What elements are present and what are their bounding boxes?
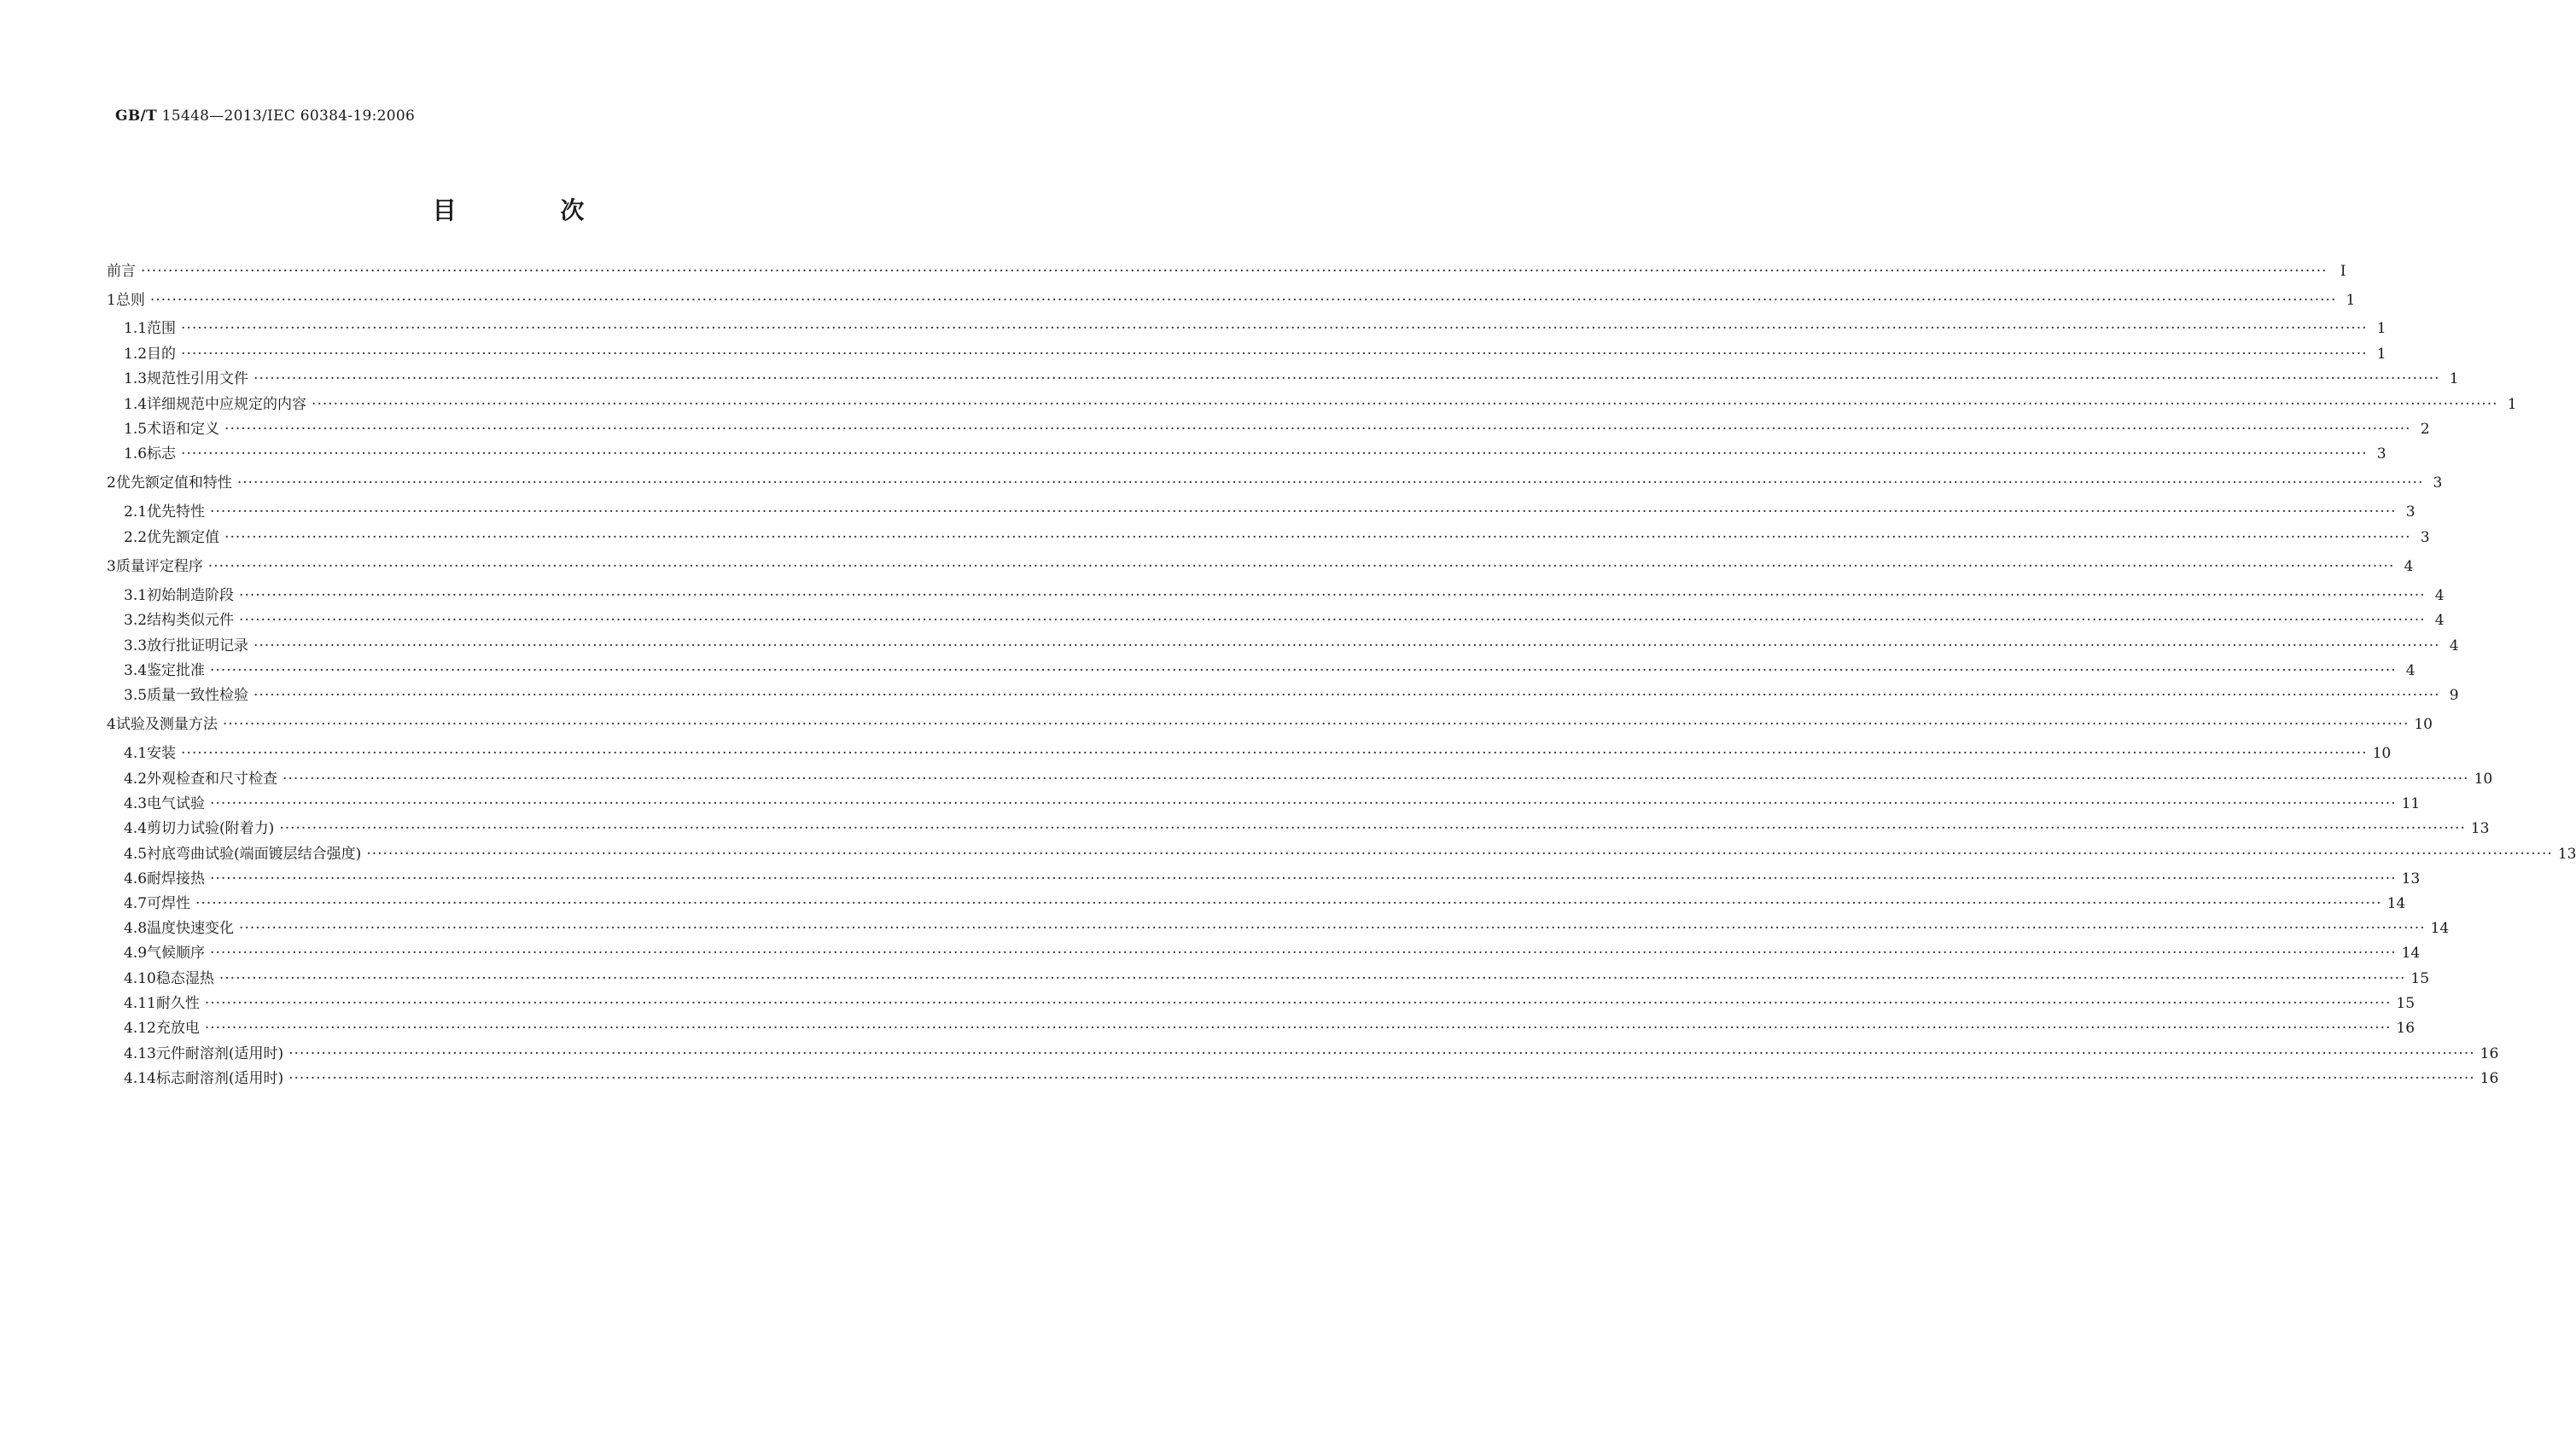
- toc-page-number: 3: [2420, 529, 2430, 546]
- toc-leader-dots: ················································································································································································································································································································································································································: [210, 795, 2397, 812]
- toc-page-number: 16: [2396, 1020, 2416, 1037]
- toc-leader-dots: ················································································································································································································································································································································································································: [254, 687, 2440, 704]
- toc-entry[interactable]: [124, 319, 2387, 338]
- toc-page-number: 4: [2434, 587, 2445, 604]
- toc-entry[interactable]: [107, 262, 2346, 281]
- toc-entry-title: 范围: [147, 320, 177, 337]
- toc-leader-dots: ················································································································································································································································································································································································································: [254, 370, 2440, 387]
- toc-page-number: 4: [2405, 662, 2416, 679]
- toc-entry-number: 1.6: [124, 445, 148, 463]
- toc-entry[interactable]: [124, 944, 2421, 963]
- toc-entry-number: 4.2: [124, 771, 148, 788]
- toc-page-number: 4: [2404, 558, 2414, 575]
- toc-entry[interactable]: [124, 919, 2450, 938]
- toc-entry-title: 气候顺序: [147, 945, 206, 962]
- toc-page-number: 15: [2396, 995, 2416, 1012]
- toc-entry[interactable]: [124, 1044, 2499, 1063]
- toc-entry[interactable]: [124, 586, 2445, 605]
- toc-entry-number: 4.8: [124, 920, 148, 937]
- toc-entry[interactable]: [124, 420, 2430, 439]
- toc-entry-number: 1: [107, 292, 116, 309]
- toc-page-number: Ⅰ: [2340, 263, 2346, 280]
- toc-entry-number: 3.3: [124, 637, 148, 655]
- toc-entry-title: 稳态湿热: [155, 970, 214, 987]
- toc-entry[interactable]: [124, 845, 2576, 864]
- toc-entry-number: 2: [107, 474, 116, 492]
- toc-leader-dots: ················································································································································································································································································································································································································: [204, 1020, 2392, 1037]
- toc-page-number: 3: [2433, 474, 2443, 492]
- document-code-prefix: GB/T: [115, 108, 157, 125]
- toc-entry-title: 鉴定批准: [147, 662, 206, 679]
- toc-entry-number: 4.6: [124, 870, 148, 887]
- toc-entry-number: 4.7: [124, 895, 148, 912]
- toc-entry[interactable]: [124, 369, 2459, 388]
- toc-entry-title: 初始制造阶段: [147, 587, 235, 604]
- toc-entry-number: 4.3: [124, 795, 148, 812]
- toc-page-number: 1: [2346, 292, 2356, 309]
- toc-entry-title: 详细规范中应规定的内容: [147, 396, 307, 413]
- toc-entry-title: 试验及测量方法: [115, 716, 218, 733]
- toc-entry-title: 耐焊接热: [147, 870, 206, 887]
- toc-entry[interactable]: [124, 994, 2416, 1013]
- toc-leader-dots: ················································································································································································································································································································································································································: [288, 1045, 2475, 1062]
- toc-leader-dots: ················································································································································································································································································································································································································: [288, 1070, 2475, 1087]
- toc-entry-title: 剪切力试验(附着力): [147, 820, 275, 837]
- toc-entry-title: 规范性引用文件: [147, 370, 249, 387]
- toc-entry-title: 优先特性: [147, 503, 206, 521]
- toc-leader-dots: ················································································································································································································································································································································································································: [210, 870, 2397, 887]
- toc-leader-dots: ················································································································································································································································································································································································································: [181, 445, 2368, 463]
- toc-entry-number: 3.1: [124, 587, 148, 604]
- toc-entry-number: 3.2: [124, 612, 148, 629]
- toc-entry[interactable]: [124, 870, 2421, 888]
- toc-entry-number: 1.2: [124, 346, 148, 363]
- toc-entry[interactable]: [124, 611, 2445, 630]
- toc-entry-number: 4.12: [124, 1020, 156, 1037]
- toc-leader-dots: ················································································································································································································································································································································································································: [204, 995, 2392, 1012]
- toc-entry-title: 总则: [115, 292, 145, 309]
- toc-leader-dots: ················································································································································································································································································································································································································: [141, 263, 2328, 280]
- toc-page-number: 13: [2401, 870, 2421, 887]
- toc-entry[interactable]: [124, 445, 2387, 463]
- toc-entry[interactable]: [107, 715, 2433, 734]
- toc-page-number: 3: [2376, 445, 2387, 463]
- toc-page-number: 3: [2405, 503, 2416, 521]
- toc-entry-number: 4.9: [124, 945, 148, 962]
- toc-entry[interactable]: [124, 686, 2459, 705]
- toc-entry-title: 优先额定值和特性: [115, 474, 232, 492]
- toc-entry-number: 2.2: [124, 529, 148, 546]
- toc-entry-title: 优先额定值: [147, 529, 220, 546]
- toc-leader-dots: ················································································································································································································································································································································································································: [224, 421, 2411, 438]
- toc-entry-number: 4.5: [124, 846, 148, 863]
- toc-entry[interactable]: [124, 819, 2490, 838]
- toc-entry-number: 3: [107, 558, 116, 575]
- toc-entry-title: 质量一致性检验: [147, 687, 249, 704]
- toc-entry[interactable]: [124, 794, 2421, 813]
- toc-entry-number: 1.4: [124, 396, 148, 413]
- toc-entry[interactable]: [124, 1069, 2499, 1088]
- toc-entry-number: 3.4: [124, 662, 148, 679]
- toc-page-number: 1: [2449, 370, 2459, 387]
- toc-entry[interactable]: [124, 345, 2387, 364]
- toc-entry-title: 结构类似元件: [147, 612, 235, 629]
- page-title: 目 次: [432, 196, 632, 224]
- toc-entry-title: 温度快速变化: [147, 920, 235, 937]
- toc-leader-dots: ················································································································································································································································································································································································································: [224, 529, 2411, 546]
- toc-entry-title: 耐久性: [155, 995, 200, 1012]
- toc-page-number: 16: [2480, 1070, 2499, 1087]
- toc-entry-title: 安装: [147, 745, 177, 762]
- toc-entry-number: 4.1: [124, 745, 148, 762]
- toc-entry-number: 4.10: [124, 970, 156, 987]
- toc-page-number: 16: [2480, 1045, 2499, 1062]
- toc-entry-title: 标志耐溶剂(适用时): [155, 1070, 284, 1087]
- toc-entry-number: 4.13: [124, 1045, 156, 1062]
- toc-entry[interactable]: [124, 1019, 2416, 1038]
- toc-entry-number: 4.14: [124, 1070, 156, 1087]
- toc-entry-number: 1.5: [124, 421, 148, 438]
- toc-leader-dots: ················································································································································································································································································································································································································: [181, 346, 2368, 363]
- toc-entry-title: 元件耐溶剂(适用时): [155, 1045, 284, 1062]
- toc-page-number: 10: [2414, 716, 2433, 733]
- toc-page-number: 1: [2376, 320, 2387, 337]
- toc-page-number: 1: [2507, 396, 2517, 413]
- toc-page-number: 4: [2434, 612, 2445, 629]
- toc-page-number: 15: [2410, 970, 2430, 987]
- toc-leader-dots: ················································································································································································································································································································································································································: [279, 820, 2466, 837]
- toc-leader-dots: ················································································································································································································································································································································································································: [210, 945, 2397, 962]
- toc-page-number: 10: [2474, 771, 2493, 788]
- toc-leader-dots: ················································································································································································································································································································································································································: [236, 474, 2424, 492]
- toc-entry[interactable]: [107, 291, 2356, 310]
- toc-entry[interactable]: [124, 661, 2416, 680]
- toc-page-number: 14: [2430, 920, 2450, 937]
- toc-entry-number: 4: [107, 716, 116, 733]
- toc-entry[interactable]: [124, 395, 2517, 414]
- toc-leader-dots: ················································································································································································································································································································································································································: [239, 612, 2426, 629]
- document-code-number: 15448—2013/IEC 60384-19:2006: [161, 108, 416, 125]
- toc-entry-title: 衬底弯曲试验(端面镀层结合强度): [147, 846, 362, 863]
- toc-leader-dots: ················································································································································································································································································································································································································: [254, 637, 2440, 655]
- toc-leader-dots: ················································································································································································································································································································································································································: [312, 396, 2498, 413]
- toc-leader-dots: ················································································································································································································································································································································································································: [181, 745, 2368, 762]
- toc-entry-title: 可焊性: [147, 895, 191, 912]
- toc-entry-title: 质量评定程序: [115, 558, 203, 575]
- toc-page-number: 14: [2387, 895, 2406, 912]
- toc-page-number: 10: [2372, 745, 2392, 762]
- toc-entry-number: 1.1: [124, 320, 148, 337]
- toc-entry[interactable]: [124, 744, 2392, 763]
- toc-entry[interactable]: [124, 770, 2493, 788]
- toc-page-number: 9: [2449, 687, 2459, 704]
- toc-entry-number: 4.11: [124, 995, 156, 1012]
- toc-entry-title: 放行批证明记录: [147, 637, 249, 655]
- toc-entry-number: 3.5: [124, 687, 148, 704]
- toc-page-number: 13: [2470, 820, 2490, 837]
- toc-page-number: 11: [2401, 795, 2421, 812]
- toc-leader-dots: ················································································································································································································································································································································································································: [195, 895, 2382, 912]
- toc-page-number: 4: [2449, 637, 2459, 655]
- toc-leader-dots: ················································································································································································································································································································································································································: [219, 970, 2406, 987]
- toc-entry-title: 前言: [107, 263, 136, 280]
- toc-entry[interactable]: [124, 503, 2416, 521]
- toc-entry-number: 4.4: [124, 820, 148, 837]
- toc-entry-title: 标志: [147, 445, 177, 463]
- toc-page-number: 13: [2557, 846, 2576, 863]
- toc-leader-dots: ················································································································································································································································································································································································································: [239, 587, 2426, 604]
- toc-entry[interactable]: [124, 894, 2406, 913]
- toc-leader-dots: ················································································································································································································································································································································································································: [210, 503, 2397, 521]
- toc-entry[interactable]: [107, 557, 2414, 576]
- toc-page-number: 1: [2376, 346, 2387, 363]
- toc-leader-dots: ················································································································································································································································································································································································································: [149, 292, 2337, 309]
- toc-entry-number: 1.3: [124, 370, 148, 387]
- toc-page-number: 2: [2420, 421, 2430, 438]
- toc-leader-dots: ················································································································································································································································································································································································································: [366, 846, 2553, 863]
- toc-entry-title: 术语和定义: [147, 421, 220, 438]
- toc-leader-dots: ················································································································································································································································································································································································································: [239, 920, 2426, 937]
- toc-leader-dots: ················································································································································································································································································································································································································: [222, 716, 2410, 733]
- toc-leader-dots: ················································································································································································································································································································································································································: [207, 558, 2395, 575]
- toc-entry-title: 目的: [147, 346, 177, 363]
- toc-entry-title: 外观检查和尺寸检查: [147, 771, 278, 788]
- toc-leader-dots: ················································································································································································································································································································································································································: [210, 662, 2397, 679]
- toc-page-number: 14: [2401, 945, 2421, 962]
- toc-entry[interactable]: [124, 528, 2430, 547]
- toc-entry-title: 充放电: [155, 1020, 200, 1037]
- toc-entry[interactable]: [124, 637, 2459, 655]
- toc-leader-dots: ················································································································································································································································································································································································································: [283, 771, 2469, 788]
- toc-entry-title: 电气试验: [147, 795, 206, 812]
- toc-entry[interactable]: [124, 969, 2430, 988]
- toc-entry[interactable]: [107, 474, 2443, 492]
- toc-leader-dots: ················································································································································································································································································································································································································: [181, 320, 2368, 337]
- toc-entry-number: 2.1: [124, 503, 148, 521]
